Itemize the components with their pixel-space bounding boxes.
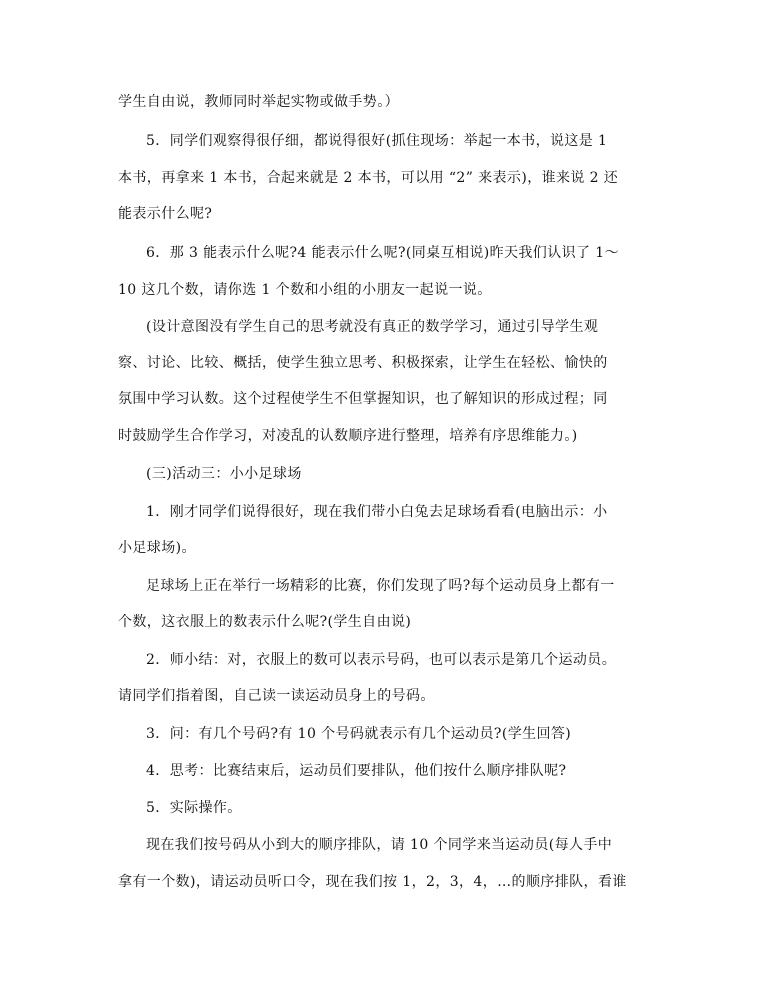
text-line: 小足球场)。 — [118, 540, 196, 556]
text-line: 3．问：有几个号码?有 10 个号码就表示有几个运动员?(学生回答) — [146, 726, 572, 742]
text-line: 现在我们按号码从小到大的顺序排队，请 10 个同学来当运动员(每人手中 — [146, 837, 613, 853]
text-line: 1．刚才同学们说得很好，现在我们带小白兔去足球场看看(电脑出示：小 — [146, 504, 608, 520]
text-line: 察、讨论、比较、概括，使学生独立思考、积极探索，让学生在轻松、愉快的 — [118, 355, 608, 371]
text-line: 请同学们指着图，自己读一读运动员身上的号码。 — [118, 688, 435, 704]
section-heading: (三)活动三：小小足球场 — [146, 466, 302, 482]
text-line: 学生自由说，教师同时举起实物或做手势。） — [118, 94, 399, 110]
text-line: 时鼓励学生合作学习，对凌乱的认数顺序进行整理，培养有序思维能力。) — [118, 428, 578, 444]
text-line: 5．同学们观察得很仔细，都说得很好(抓住现场：举起一本书，说这是 1 — [146, 133, 608, 149]
text-line: 本书，再拿来 1 本书，合起来就是 2 本书，可以用 “2” 来表示)，谁来说 2 还 — [118, 170, 619, 186]
text-line: 足球场上正在举行一场精彩的比赛，你们发现了吗?每个运动员身上都有一 — [146, 578, 615, 594]
text-line: 4．思考：比赛结束后，运动员们要排队，他们按什么顺序排队呢? — [146, 763, 567, 779]
text-line: 氛围中学习认数。这个过程使学生不但掌握知识，也了解知识的形成过程；同 — [118, 391, 608, 407]
text-line: 6．那 3 能表示什么呢?4 能表示什么呢?(同桌互相说)昨天我们认识了 1～ — [146, 245, 619, 261]
text-line: 2．师小结：对，衣服上的数可以表示号码，也可以表示是第几个运动员。 — [146, 652, 617, 668]
text-line: 个数，这衣服上的数表示什么呢?(学生自由说) — [118, 614, 412, 630]
text-line: 10 这几个数，请你选 1 个数和小组的小朋友一起说一说。 — [118, 282, 492, 298]
text-line: 5．实际操作。 — [146, 800, 242, 816]
text-line: 能表示什么呢? — [118, 206, 213, 222]
text-line: 拿有一个数)，请运动员听口令，现在我们按 1，2，3，4，…的顺序排队，看谁 — [118, 874, 627, 890]
text-line: (设计意图没有学生自己的思考就没有真正的数学学习，通过引导学生观 — [146, 319, 599, 335]
